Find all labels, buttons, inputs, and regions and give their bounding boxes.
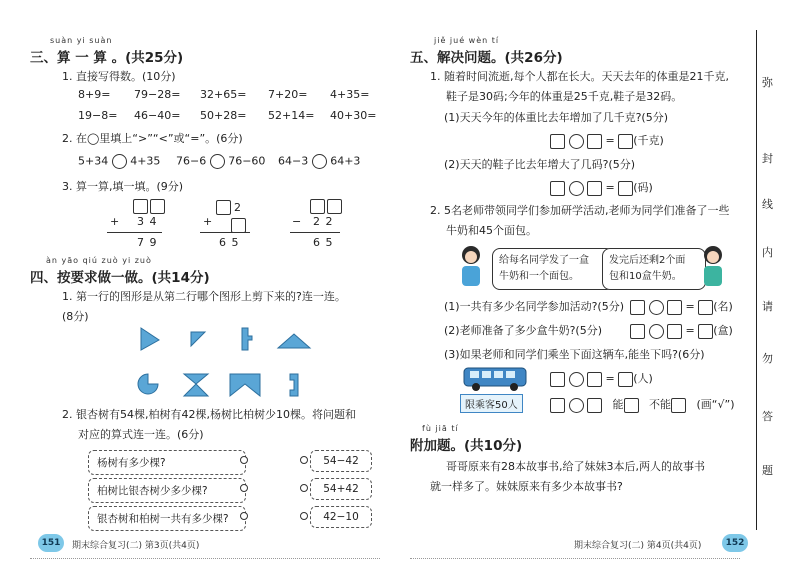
bus-icon: [462, 366, 528, 392]
speech-bubble-1: 给每名同学发了一盒 牛奶和一个面包。: [492, 248, 614, 290]
match-question-3[interactable]: 银杏树和柏树一共有多少棵?: [88, 506, 246, 531]
answer-row-capacity: 能 不能 (画“√”): [550, 396, 735, 413]
vcalc3-box-2[interactable]: [327, 199, 342, 214]
hourglass-shape-icon[interactable]: [182, 372, 210, 398]
calc-r1-4: 7+20=: [268, 88, 308, 101]
s3-q3-label: 3. 算一算,填一填。(9分): [62, 180, 184, 193]
weight-box-1[interactable]: [550, 134, 565, 149]
s5-q1-sub1: (1)天天今年的体重比去年增加了几千克?(5分): [444, 111, 669, 124]
vcalc2-top: 2: [234, 201, 241, 214]
bonus-line1: 哥哥原来有28本故事书,给了妹妹3本后,两人的故事书: [446, 460, 705, 473]
students-box-1[interactable]: [630, 300, 645, 315]
calc-r1-5: 4+35=: [330, 88, 370, 101]
calc-r1-2: 79−28=: [134, 88, 181, 101]
people-box-2[interactable]: [587, 372, 602, 387]
vcalc1-op: +: [110, 215, 120, 228]
people-box-3[interactable]: [618, 372, 633, 387]
match-dot-f3[interactable]: [300, 512, 308, 520]
answer-row-milk: = (盒): [630, 322, 733, 339]
side-char-5: 请: [762, 300, 773, 313]
s5-q2-sub1: (1)一共有多少名同学参加活动?(5分): [444, 300, 625, 313]
vcalc2-box-2[interactable]: [231, 218, 246, 233]
shoe-op[interactable]: [569, 181, 584, 196]
teacher-illustration-icon: [456, 244, 486, 288]
people-box-1[interactable]: [550, 372, 565, 387]
calc-r2-2: 46−40=: [134, 109, 181, 122]
side-char-6: 勿: [762, 352, 773, 365]
side-char-1: 弥: [762, 76, 773, 89]
vcalc3-top-boxes: [310, 196, 342, 215]
vcalc2-op: +: [203, 215, 213, 228]
students-box-2[interactable]: [667, 300, 682, 315]
match-dot-q1[interactable]: [240, 456, 248, 464]
s4-pinyin: àn yāo qiú zuò yi zuò: [46, 256, 152, 265]
bowtie-square-shape-icon[interactable]: [228, 372, 262, 398]
shoe-box-2[interactable]: [587, 181, 602, 196]
side-char-4: 内: [762, 246, 773, 259]
answer-row-students: = (名): [630, 298, 733, 315]
compare-3: 64−3 64+3: [278, 154, 361, 168]
s3-q2-label: 2. 在◯里填上“>”“<”或“=”。(6分): [62, 132, 243, 145]
s3-title: 三、算 一 算 。(共25分): [30, 50, 184, 66]
match-dot-q2[interactable]: [240, 484, 248, 492]
s5-q2-sub2: (2)老师准备了多少盒牛奶?(5分): [444, 324, 603, 337]
seal-line: [756, 30, 757, 530]
s4-q1-score: (8分): [62, 310, 89, 323]
vcalc1-row2: 3 4: [137, 215, 158, 228]
match-formula-1[interactable]: 54−42: [310, 450, 372, 472]
side-char-2: 封: [762, 152, 773, 165]
vcalc3-result: 6 5: [313, 236, 334, 249]
weight-op[interactable]: [569, 134, 584, 149]
bonus-title: 附加题。(共10分): [410, 438, 523, 454]
match-dot-f1[interactable]: [300, 456, 308, 464]
answer-row-shoe: = (码): [550, 179, 653, 196]
triangle-shape-icon[interactable]: [135, 326, 163, 352]
weight-box-2[interactable]: [587, 134, 602, 149]
students-op[interactable]: [649, 300, 664, 315]
s5-q1-line1: 1. 随着时间流逝,每个人都在长大。天天去年的体重是21千克,: [430, 70, 729, 83]
milk-box-2[interactable]: [667, 324, 682, 339]
calc-r1-1: 8+9=: [78, 88, 111, 101]
match-formula-3[interactable]: 42−10: [310, 506, 372, 528]
match-dot-f2[interactable]: [300, 484, 308, 492]
vcalc2-result: 6 5: [219, 236, 240, 249]
compare-2: 76−6 76−60: [176, 154, 266, 168]
bonus-line2: 就一样多了。妹妹原来有多少本故事书?: [430, 480, 623, 493]
page-number-badge-left: 151: [38, 534, 64, 552]
right-page: [400, 0, 800, 566]
vcalc1-result: 7 9: [137, 236, 158, 249]
people-op[interactable]: [569, 372, 584, 387]
match-question-1[interactable]: 杨树有多少棵?: [88, 450, 246, 475]
calc-r1-3: 32+65=: [200, 88, 247, 101]
s5-q2-sub3: (3)如果老师和同学们乘坐下面这辆车,能坐下吗?(6分): [444, 348, 705, 361]
compare-circle-1[interactable]: [112, 154, 127, 169]
answer-row-people: = (人): [550, 370, 653, 387]
vcalc1-box-2[interactable]: [150, 199, 165, 214]
weight-box-3[interactable]: [618, 134, 633, 149]
s4-q1-label: 1. 第一行的图形是从第二行哪个图形上剪下来的?连一连。: [62, 290, 346, 303]
s3-q1-label: 1. 直接写得数。(10分): [62, 70, 176, 83]
calc-r2-5: 40+30=: [330, 109, 377, 122]
shoe-box-1[interactable]: [550, 181, 565, 196]
side-char-3: 线: [762, 198, 773, 211]
s3-pinyin: suàn yi suàn: [50, 36, 113, 45]
match-dot-q3[interactable]: [240, 512, 248, 520]
calc-r2-4: 52+14=: [268, 109, 315, 122]
vcalc1-top-boxes: [133, 196, 165, 215]
s5-q2-line1: 2. 5名老师带领同学们参加研学活动,老师为同学们准备了一些: [430, 204, 730, 217]
footer-left: 期末综合复习(二) 第3页(共4页): [72, 541, 200, 551]
students-box-3[interactable]: [698, 300, 713, 315]
bonus-pinyin: fù jiā tí: [422, 424, 459, 433]
vcalc2-line: [200, 232, 250, 233]
compare-circle-2[interactable]: [210, 154, 225, 169]
right-triangle-shape-icon[interactable]: [185, 326, 211, 352]
footer-rule-right: [410, 558, 740, 559]
vcalc1-line: [107, 232, 162, 233]
vcalc1-box-1[interactable]: [133, 199, 148, 214]
speech-bubble-2: 发完后还剩2个面 包和10盒牛奶。: [602, 248, 706, 290]
compare-circle-3[interactable]: [312, 154, 327, 169]
cap-box-2[interactable]: [587, 398, 602, 413]
s5-q1-sub2: (2)天天的鞋子比去年增大了几码?(5分): [444, 158, 636, 171]
s5-q1-line2: 鞋子是30码;今年的体重是25千克,鞋子是32码。: [446, 90, 683, 103]
footer-rule-left: [30, 558, 380, 559]
pie-shape-icon[interactable]: [134, 370, 162, 398]
bus-capacity-label: 限乘客50人: [460, 394, 523, 413]
vcalc2-box-1[interactable]: [216, 200, 231, 215]
vcalc3-line: [290, 232, 340, 233]
milk-box-3[interactable]: [698, 324, 713, 339]
cap-box-1[interactable]: [550, 398, 565, 413]
vcalc3-box-1[interactable]: [310, 199, 325, 214]
vcalc3-op: −: [292, 215, 302, 228]
calc-r2-1: 19−8=: [78, 109, 118, 122]
s4-q2-line2: 对应的算式连一连。(6分): [78, 428, 204, 441]
student-illustration-icon: [698, 244, 728, 288]
s4-q2-line1: 2. 银杏树有54棵,柏树有42棵,杨树比柏树少10棵。将问题和: [62, 408, 356, 421]
s5-q2-line2: 牛奶和45个面包。: [446, 224, 537, 237]
answer-row-weight: = (千克): [550, 132, 664, 149]
side-char-8: 题: [762, 464, 773, 477]
match-formula-2[interactable]: 54+42: [310, 478, 372, 500]
calc-r2-3: 50+28=: [200, 109, 247, 122]
s4-title: 四、按要求做一做。(共14分): [30, 270, 210, 286]
vcalc3-row2: 2 2: [313, 215, 334, 228]
milk-op[interactable]: [649, 324, 664, 339]
compare-1: 5+34 4+35: [78, 154, 161, 168]
bracket-shape-icon[interactable]: [286, 372, 306, 398]
milk-box-1[interactable]: [630, 324, 645, 339]
match-question-2[interactable]: 柏树比银杏树少多少棵?: [88, 478, 246, 503]
side-char-7: 答: [762, 410, 773, 423]
wide-triangle-shape-icon[interactable]: [276, 332, 312, 350]
cap-op[interactable]: [569, 398, 584, 413]
can-checkbox[interactable]: [624, 398, 639, 413]
notched-bar-shape-icon[interactable]: [236, 326, 258, 352]
shoe-box-3[interactable]: [618, 181, 633, 196]
s5-title: 五、解决问题。(共26分): [410, 50, 563, 66]
cannot-checkbox[interactable]: [671, 398, 686, 413]
page-number-badge-right: 152: [722, 534, 748, 552]
footer-right: 期末综合复习(二) 第4页(共4页): [574, 541, 702, 551]
s5-pinyin: jiě jué wèn tí: [434, 36, 500, 45]
